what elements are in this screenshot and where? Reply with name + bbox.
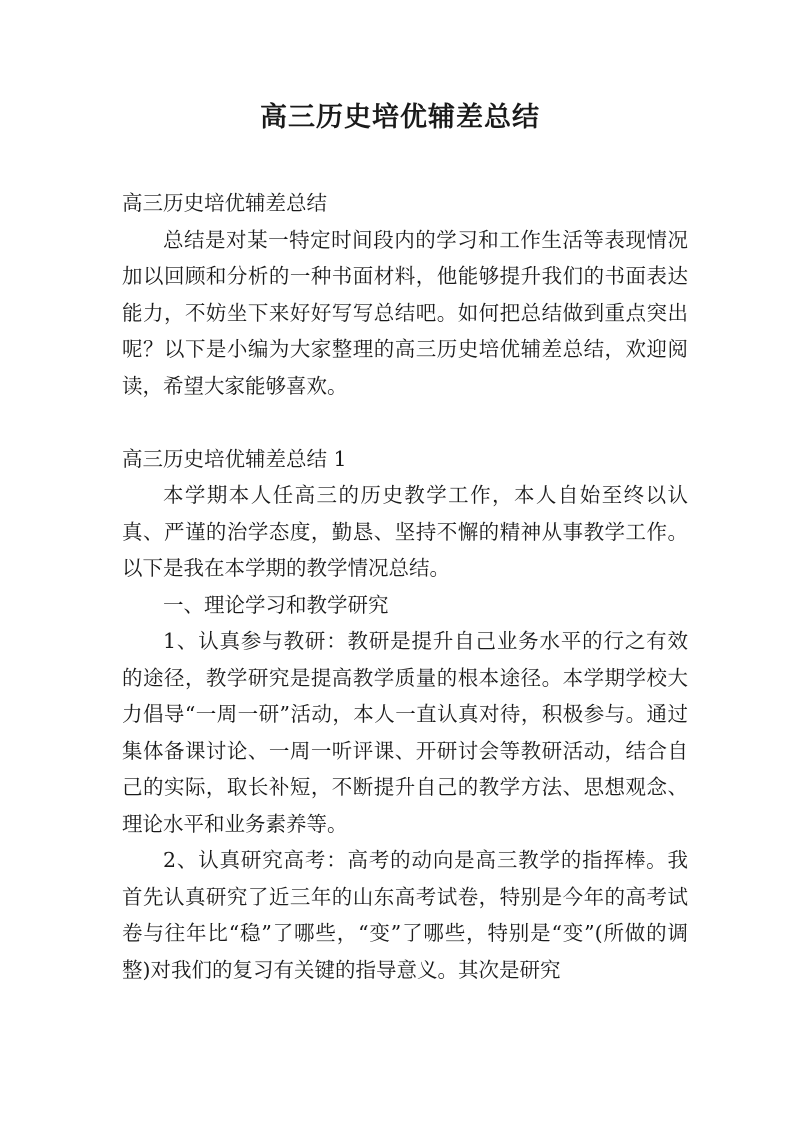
subsection-heading: 一、理论学习和教学研究 xyxy=(163,592,389,617)
paragraph-spacer xyxy=(122,404,688,441)
section-heading: 高三历史培优辅差总结 1 xyxy=(122,446,347,471)
intro-heading: 高三历史培优辅差总结 xyxy=(122,191,327,215)
intro-paragraph: 总结是对某一特定时间段内的学习和工作生活等表现情况加以回顾和分析的一种书面材料，他能够提升我们的书面表达能力，不妨坐下来好好写写总结吧。如何把总结做到重点突出呢？以下是小编为大家整理的高三历史培优辅差总结，欢迎阅读，希望大家能够喜欢。 xyxy=(122,227,688,398)
document-title: 高三历史培优辅差总结 xyxy=(260,102,540,133)
section-paragraph: 1、认真参与教研：教研是提升自己业务水平的行之有效的途径，教学研究是提高教学质量的根本途径。本学期学校大力倡导“一周一研”活动，本人一直认真对待，积极参与。通过集体备课讨论、一周一听评课、开研讨会等教研活动，结合自己的实际，取长补短，不断提升自己的教学方法、思想观念、理论水平和业务素养等。 xyxy=(122,629,688,836)
section-paragraph: 本学期本人任高三的历史教学工作，本人自始至终以认真、严谨的治学态度，勤恳、坚持不懈的精神从事教学工作。以下是我在本学期的教学情况总结。 xyxy=(122,483,688,580)
document-body xyxy=(122,185,688,988)
section-paragraph: 2、认真研究高考：高考的动向是高三教学的指挥棒。我首先认真研究了近三年的山东高考试卷，特别是今年的高考试卷与往年比“稳”了哪些，“变”了哪些，特别是“变”(所做的调整)对我们的复习有关键的指导意义。其次是研究 xyxy=(122,848,688,982)
